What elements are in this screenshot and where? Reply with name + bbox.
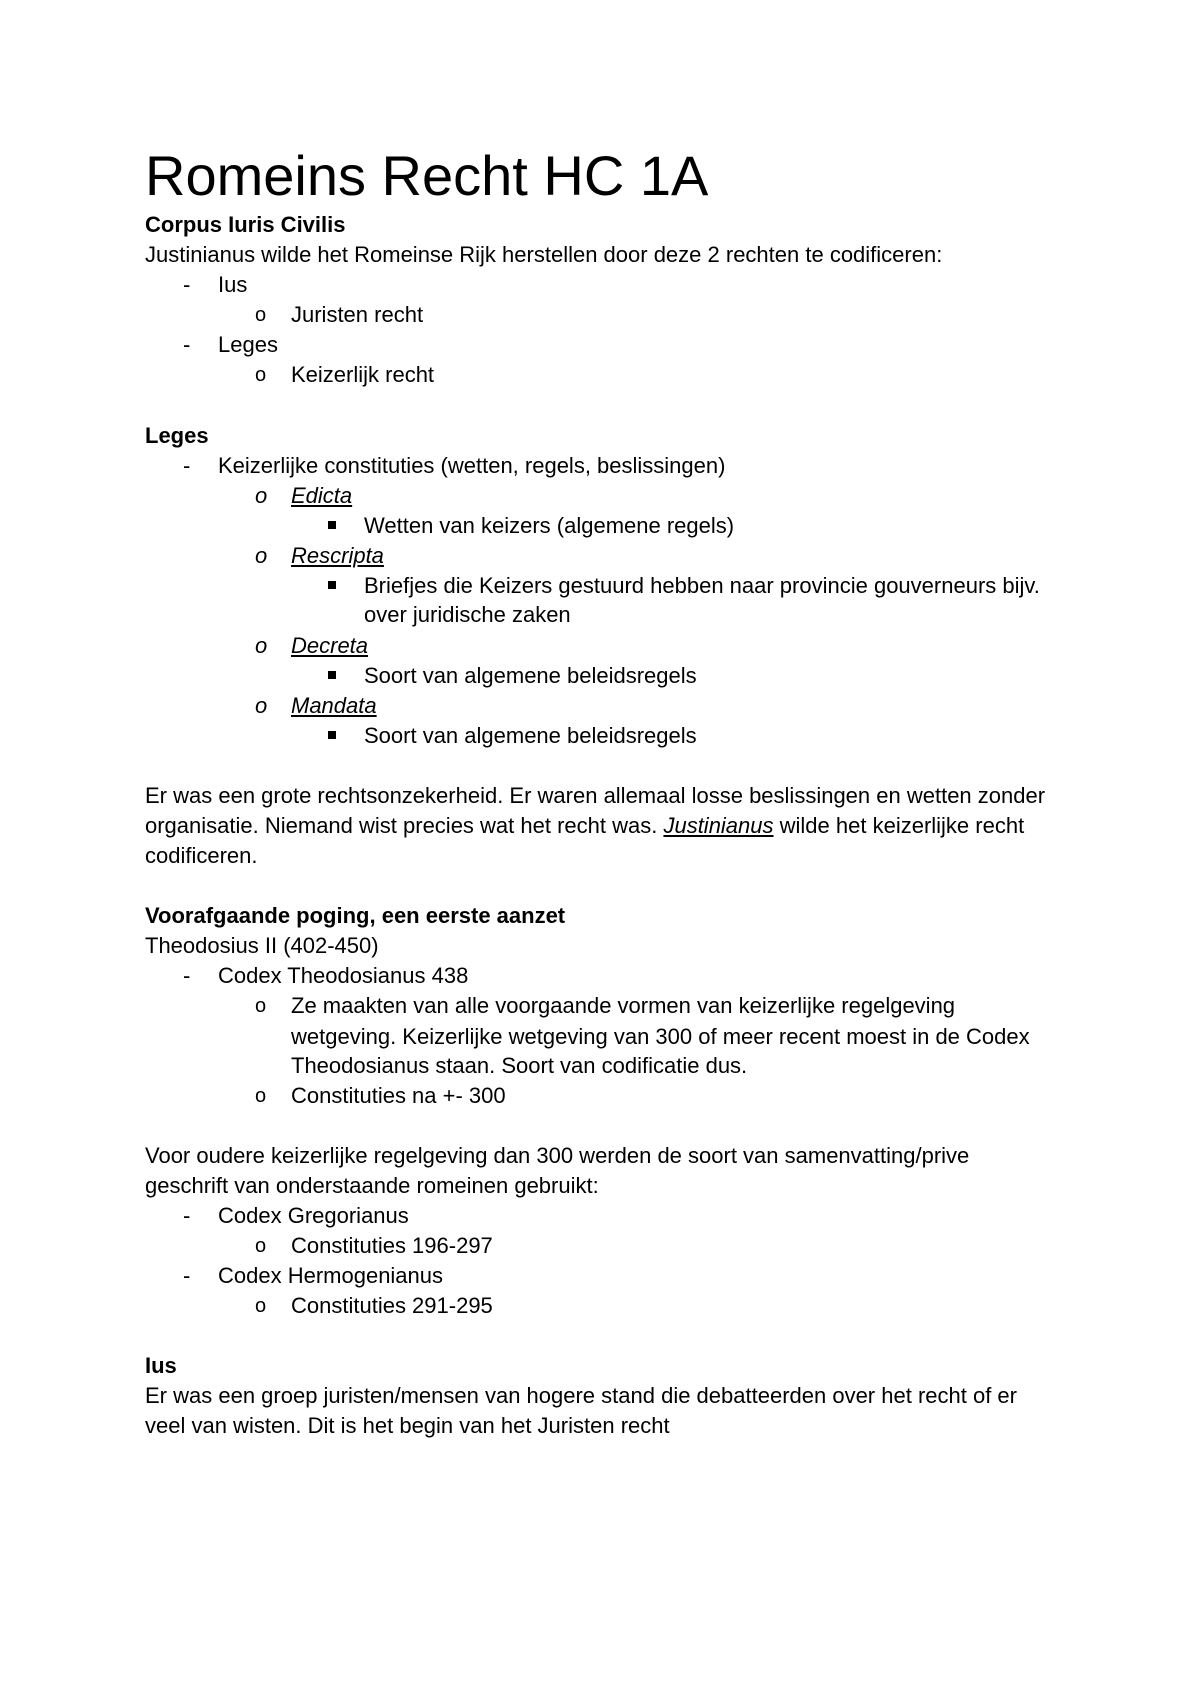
paragraph-rechtsonzekerheid-line-2 bbox=[145, 811, 1024, 841]
heading-ius: Ius bbox=[145, 1353, 177, 1378]
square-bullet-icon bbox=[328, 581, 336, 589]
term-edicta: Edicta bbox=[291, 483, 353, 508]
mandata-description: Soort van algemene beleidsregels bbox=[364, 723, 697, 748]
italic-circle-bullet-icon: o bbox=[255, 483, 268, 508]
paragraph-intro: Justinianus wilde het Romeinse Rijk herstellen door deze 2 rechten te codificeren: bbox=[145, 242, 943, 267]
rescripta-description-line-1: Briefjes die Keizers gestuurd hebben naar provincie gouverneurs bijv. bbox=[364, 573, 1040, 598]
decreta-description: Soort van algemene beleidsregels bbox=[364, 663, 697, 688]
circle-bullet-icon: o bbox=[255, 1295, 267, 1317]
paragraph-text: organisatie. Niemand wist precies wat het recht was. bbox=[145, 813, 664, 838]
subheading-theodosius: Theodosius II (402-450) bbox=[145, 933, 379, 958]
italic-circle-bullet-icon: o bbox=[255, 693, 268, 718]
codex-theodosianus-description-line-3: Theodosianus staan. Soort van codificatie dus. bbox=[291, 1053, 748, 1078]
dash-bullet-icon: - bbox=[183, 332, 191, 357]
circle-bullet-icon: o bbox=[255, 1235, 267, 1257]
dash-bullet-icon: - bbox=[183, 963, 191, 988]
list-item-keizerlijk-recht: Keizerlijk recht bbox=[291, 362, 435, 387]
dash-bullet-icon: - bbox=[183, 453, 191, 478]
italic-circle-bullet-icon: o bbox=[255, 633, 268, 658]
edicta-description: Wetten van keizers (algemene regels) bbox=[364, 513, 735, 538]
codex-theodosianus-description-line-1: Ze maakten van alle voorgaande vormen van keizerlijke regelgeving bbox=[291, 993, 956, 1018]
circle-bullet-icon: o bbox=[255, 1085, 267, 1107]
list-item-codex-hermogenianus: Codex Hermogenianus bbox=[218, 1263, 444, 1288]
paragraph-oudere-regelgeving-line-2: geschrift van onderstaande romeinen gebruikt: bbox=[145, 1173, 599, 1198]
list-item-juristen-recht: Juristen recht bbox=[291, 302, 424, 327]
circle-bullet-icon: o bbox=[255, 304, 267, 326]
dash-bullet-icon: - bbox=[183, 1203, 191, 1228]
term-rescripta: Rescripta bbox=[291, 543, 384, 568]
square-bullet-icon bbox=[328, 671, 336, 679]
italic-circle-bullet-icon: o bbox=[255, 543, 268, 568]
paragraph-ius-line-1: Er was een groep juristen/mensen van hogere stand die debatteerden over het recht of er bbox=[145, 1383, 1017, 1408]
dash-bullet-icon: - bbox=[183, 1263, 191, 1288]
list-item-codex-theodosianus: Codex Theodosianus 438 bbox=[218, 963, 469, 988]
list-item-leges: Leges bbox=[218, 332, 278, 357]
paragraph-text: wilde het keizerlijke recht bbox=[773, 813, 1025, 838]
paragraph-oudere-regelgeving-line-1: Voor oudere keizerlijke regelgeving dan 300 werden de soort van samenvatting/prive bbox=[145, 1143, 970, 1168]
heading-voorafgaande-poging: Voorafgaande poging, een eerste aanzet bbox=[145, 903, 566, 928]
dash-bullet-icon: - bbox=[183, 272, 191, 297]
list-item-constituties-291-295: Constituties 291-295 bbox=[291, 1293, 493, 1318]
circle-bullet-icon: o bbox=[255, 364, 267, 386]
document-title: Romeins Recht HC 1A bbox=[145, 144, 709, 207]
term-mandata: Mandata bbox=[291, 693, 377, 718]
square-bullet-icon bbox=[328, 521, 336, 529]
square-bullet-icon bbox=[328, 731, 336, 739]
list-item-keizerlijke-constituties: Keizerlijke constituties (wetten, regels, beslissingen) bbox=[218, 453, 726, 478]
list-item-constituties-na-300: Constituties na +- 300 bbox=[291, 1083, 506, 1108]
codex-theodosianus-description-line-2: wetgeving. Keizerlijke wetgeving van 300 of meer recent moest in de Codex bbox=[291, 1024, 1030, 1049]
list-item-codex-gregorianus: Codex Gregorianus bbox=[218, 1203, 409, 1228]
rescripta-description-line-2: over juridische zaken bbox=[364, 602, 571, 627]
paragraph-ius-line-2: veel van wisten. Dit is het begin van het Juristen recht bbox=[145, 1413, 670, 1438]
paragraph-rechtsonzekerheid-line-1: Er was een grote rechtsonzekerheid. Er waren allemaal losse beslissingen en wetten zonder bbox=[145, 783, 1046, 808]
paragraph-rechtsonzekerheid-line-3: codificeren. bbox=[145, 843, 258, 868]
term-justinianus: Justinianus bbox=[663, 813, 774, 838]
circle-bullet-icon: o bbox=[255, 995, 267, 1017]
list-item-constituties-196-297: Constituties 196-297 bbox=[291, 1233, 493, 1258]
heading-corpus-iuris-civilis: Corpus Iuris Civilis bbox=[145, 212, 346, 237]
heading-leges: Leges bbox=[145, 423, 209, 448]
list-item-ius: Ius bbox=[218, 272, 248, 297]
term-decreta: Decreta bbox=[291, 633, 369, 658]
